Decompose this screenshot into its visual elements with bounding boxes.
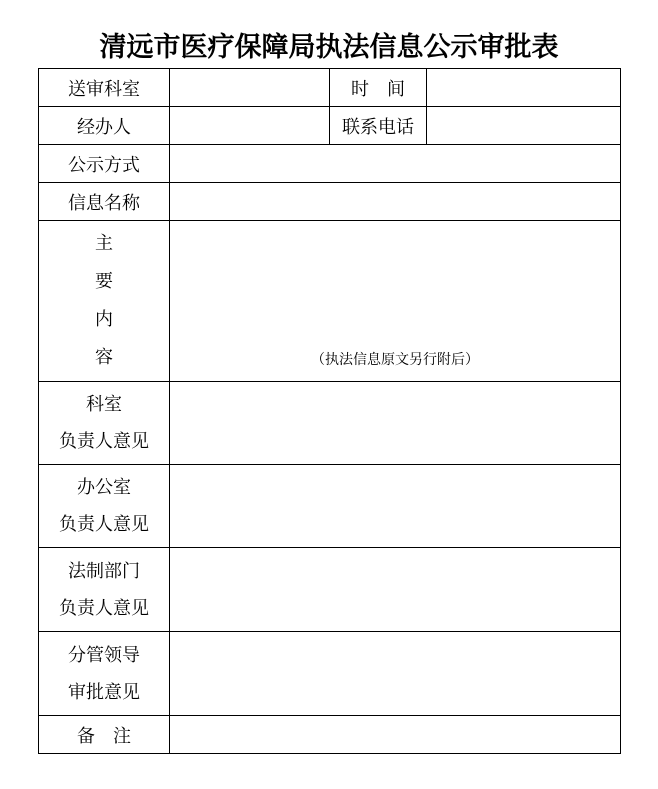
label-submitting-dept: 送审科室 xyxy=(39,69,170,107)
label-main-content-char: 内 xyxy=(95,309,113,330)
label-main-content-char: 要 xyxy=(95,271,113,292)
row-handler-phone xyxy=(39,107,621,145)
row-leader-approval xyxy=(39,632,621,716)
label-contact-phone: 联系电话 xyxy=(330,107,427,145)
field-time[interactable] xyxy=(427,69,621,107)
row-publication-method xyxy=(39,145,621,183)
field-legal-head-opinion[interactable] xyxy=(170,548,621,632)
field-main-content[interactable] xyxy=(170,221,621,382)
field-info-name[interactable] xyxy=(170,183,621,221)
row-remarks xyxy=(39,716,621,754)
label-line: 科室 xyxy=(86,394,122,415)
field-contact-phone[interactable] xyxy=(427,107,621,145)
field-office-head-opinion[interactable] xyxy=(170,465,621,548)
label-main-content xyxy=(39,221,170,382)
approval-form-table xyxy=(38,68,621,754)
field-submitting-dept[interactable] xyxy=(170,69,330,107)
row-legal-head-opinion xyxy=(39,548,621,632)
label-time xyxy=(330,69,427,107)
label-leader-approval xyxy=(39,632,170,716)
label-info-name: 信息名称 xyxy=(39,183,170,221)
attachment-note: （执法信息原文另行附后） xyxy=(311,352,479,368)
label-line: 法制部门 xyxy=(68,560,140,582)
label-line: 负责人意见 xyxy=(59,431,149,452)
label-time-text: 时 间 xyxy=(351,78,405,100)
field-publication-method[interactable] xyxy=(170,145,621,183)
label-legal-head-opinion xyxy=(39,548,170,632)
label-publication-method: 公示方式 xyxy=(39,145,170,183)
row-dept-head-opinion xyxy=(39,382,621,465)
field-remarks[interactable] xyxy=(170,716,621,754)
label-line: 分管领导 xyxy=(68,644,140,666)
field-leader-approval[interactable] xyxy=(170,632,621,716)
label-remarks: 备 注 xyxy=(39,716,170,754)
row-main-content xyxy=(39,221,621,382)
label-office-head-opinion xyxy=(39,465,170,548)
label-handler: 经办人 xyxy=(39,107,170,145)
label-line: 办公室 xyxy=(77,477,131,498)
label-line: 审批意见 xyxy=(68,681,140,703)
label-main-content-char: 容 xyxy=(95,347,113,368)
label-dept-head-opinion xyxy=(39,382,170,465)
field-handler[interactable] xyxy=(170,107,330,145)
label-line: 负责人意见 xyxy=(59,597,149,619)
row-dept-time xyxy=(39,69,621,107)
row-office-head-opinion xyxy=(39,465,621,548)
row-info-name xyxy=(39,183,621,221)
field-dept-head-opinion[interactable] xyxy=(170,382,621,465)
form-title: 清远市医疗保障局执法信息公示审批表 xyxy=(99,32,559,63)
label-main-content-char: 主 xyxy=(95,233,113,254)
label-line: 负责人意见 xyxy=(59,514,149,535)
